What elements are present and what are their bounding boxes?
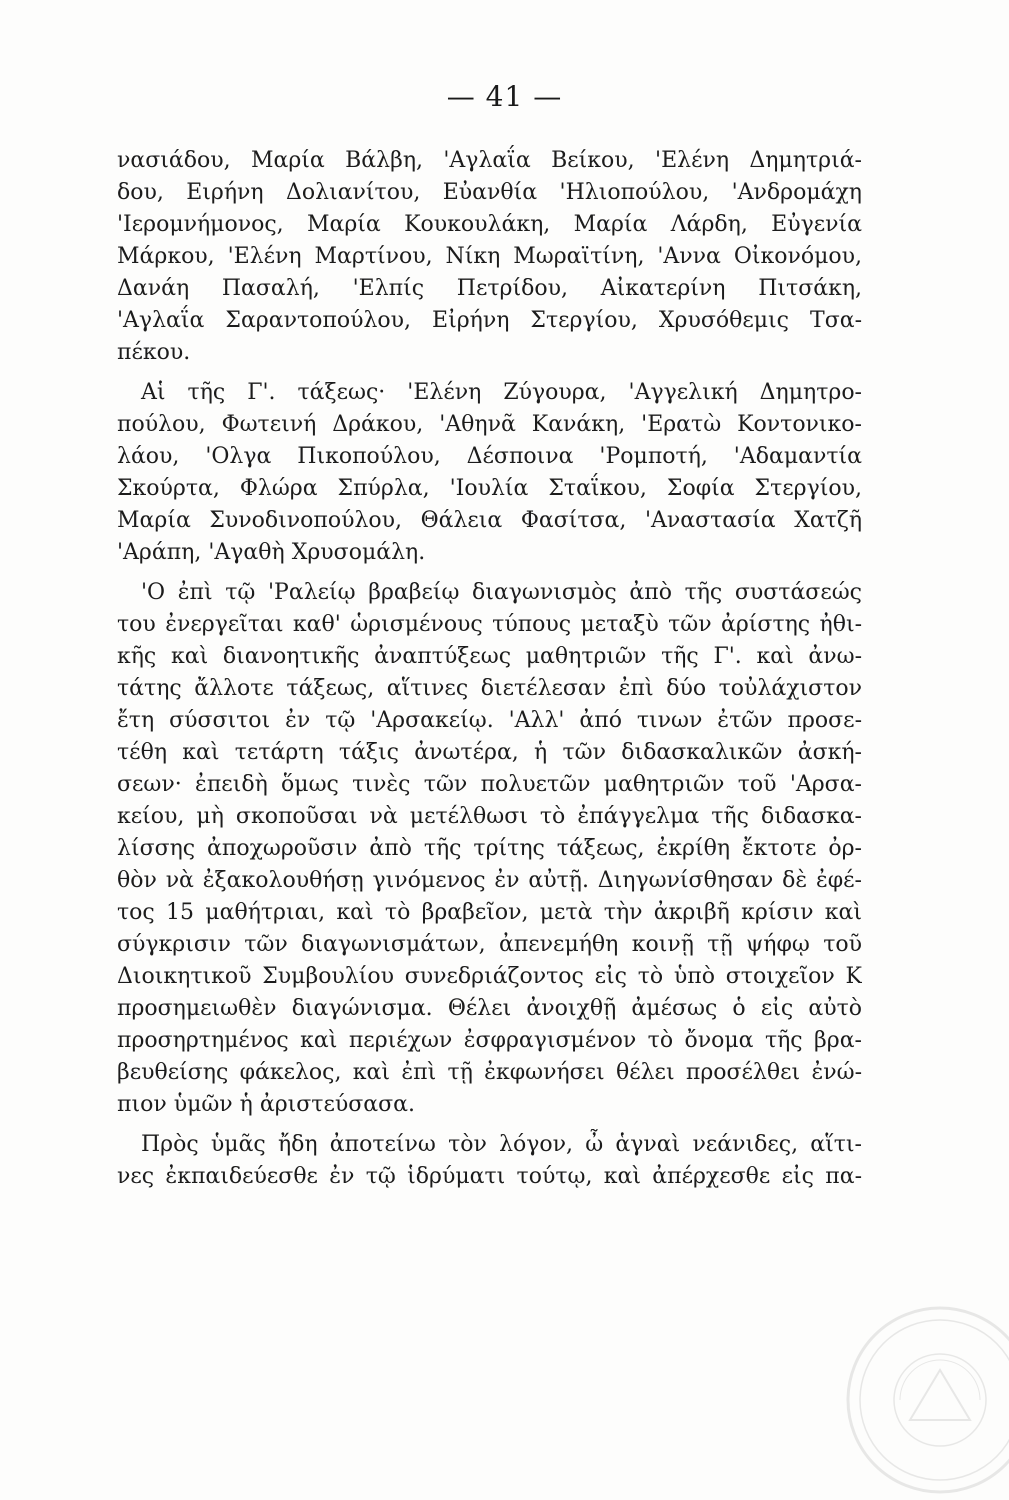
text-line: βευθείσης φάκελος, καὶ ἐπὶ τῇ ἐκφωνήσει θέλει προσέλθει ἐνώ- (117, 1060, 862, 1085)
text-line: δου, Ειρήνη Δολιανίτου, Εὐανθία 'Ηλιοπούλου, 'Ανδρομάχη (117, 180, 862, 205)
text-line: πούλου, Φωτεινή Δράκου, 'Αθηνᾶ Κανάκη, 'Ερατὼ Κοντονικο- (117, 412, 862, 437)
text-line: 'Ο ἐπὶ τῷ 'Ραλείῳ βραβείῳ διαγωνισμὸς ἀπὸ τῆς συστάσεώς (141, 580, 862, 605)
text-line: λάου, 'Ολγα Πικοπούλου, Δέσποινα 'Ρομποτή, 'Αδαμαντία (117, 444, 862, 469)
text-line: Αἱ τῆς Γ'. τάξεως· 'Ελένη Ζύγουρα, 'Αγγελική Δημητρο- (141, 380, 862, 405)
paragraph-raleio-prize (117, 577, 862, 1121)
text-line: προσηρτημένος καὶ περιέχων ἐσφραγισμένον τὸ ὄνομα τῆς βρα- (117, 1028, 862, 1053)
text-line: σύγκρισιν τῶν διαγωνισμάτων, ἀπενεμήθη κοινῇ τῇ ψήφῳ τοῦ (117, 932, 862, 957)
text-line: Μαρία Συνοδινοπούλου, Θάλεια Φασίτσα, 'Αναστασία Χατζῆ (117, 508, 862, 533)
text-line: Μάρκου, 'Ελένη Μαρτίνου, Νίκη Μωραϊτίνη, 'Αννα Οἰκονόμου, (117, 244, 862, 269)
text-line: τάτης ἄλλοτε τάξεως, αἵτινες διετέλεσαν ἐπὶ δύο τοὐλάχιστον (117, 676, 862, 701)
text-line: κῆς καὶ διανοητικῆς ἀναπτύξεως μαθητριῶν τῆς Γ'. καὶ ἀνω- (117, 644, 862, 669)
text-line: τος 15 μαθήτριαι, καὶ τὸ βραβεῖον, μετὰ τὴν ἀκριβῆ κρίσιν καὶ (117, 900, 862, 925)
paragraph-third-class (117, 377, 862, 569)
page-number: — 41 — (446, 80, 563, 113)
paragraph-gap (117, 369, 862, 377)
text-line: Πρὸς ὑμᾶς ἤδη ἀποτείνω τὸν λόγον, ὦ ἁγναὶ νεάνιδες, αἵτι- (141, 1132, 862, 1157)
text-line: 'Αγλαΐα Σαραντοπούλου, Εἰρήνη Στεργίου, Χρυσόθεμις Τσα- (117, 308, 862, 333)
paragraph-address (117, 1129, 862, 1193)
text-line: Δανάη Πασαλή, 'Ελπίς Πετρίδου, Αἰκατερίνη Πιτσάκη, (117, 276, 862, 301)
text-line: λίσσης ἀποχωροῦσιν ἀπὸ τῆς τρίτης τάξεως, ἐκρίθη ἔκτοτε ὀρ- (117, 836, 862, 861)
text-line: πιον ὑμῶν ἡ ἀριστεύσασα. (117, 1092, 415, 1117)
text-line: προσημειωθὲν διαγώνισμα. Θέλει ἀνοιχθῇ ἀμέσως ὁ εἰς αὐτὸ (117, 996, 862, 1021)
text-line: ἔτη σύσσιτοι ἐν τῷ 'Αρσακείῳ. 'Αλλ' ἀπό τινων ἐτῶν προσε- (117, 708, 862, 733)
text-line: του ἐνεργεῖται καθ' ὡρισμένους τύπους μεταξὺ τῶν ἀρίστης ἠθι- (117, 612, 862, 637)
body-text (117, 145, 862, 1193)
text-line: τέθη καὶ τετάρτη τάξις ἀνωτέρα, ἡ τῶν διδασκαλικῶν ἀσκή- (117, 740, 862, 765)
text-line: Διοικητικοῦ Συμβουλίου συνεδριάζοντος εἰς τὸ ὑπὸ στοιχεῖον Κ (117, 964, 862, 989)
paragraph-gap (117, 569, 862, 577)
text-line: κείου, μὴ σκοποῦσαι νὰ μετέλθωσι τὸ ἐπάγγελμα τῆς διδασκα- (117, 804, 862, 829)
text-line: Σκούρτα, Φλώρα Σπύρλα, 'Ιουλία Σταΐκου, Σοφία Στεργίου, (117, 476, 862, 501)
text-line: πέκου. (117, 340, 191, 365)
text-line: σεων· ἐπειδὴ ὅμως τινὲς τῶν πολυετῶν μαθητριῶν τοῦ 'Αρσα- (117, 772, 862, 797)
text-line: 'Ιερομνήμονος, Μαρία Κουκουλάκη, Μαρία Λάρδη, Εὐγενία (117, 212, 862, 237)
text-line: νασιάδου, Μαρία Βάλβη, 'Αγλαΐα Βείκου, 'Ελένη Δημητριά- (117, 148, 862, 173)
text-line: θὸν νὰ ἐξακολουθήσῃ γινόμενος ἐν αὐτῇ. Διηγωνίσθησαν δὲ ἐφέ- (117, 868, 862, 893)
text-line: νες ἐκπαιδεύεσθε ἐν τῷ ἱδρύματι τούτῳ, καὶ ἀπέρχεσθε εἰς πα- (117, 1164, 862, 1189)
paragraph-gap (117, 1121, 862, 1129)
paragraph-graduates-list (117, 145, 862, 369)
text-line: 'Αράπη, 'Αγαθὴ Χρυσομάλη. (117, 540, 426, 565)
library-seal-icon (840, 1300, 1009, 1500)
